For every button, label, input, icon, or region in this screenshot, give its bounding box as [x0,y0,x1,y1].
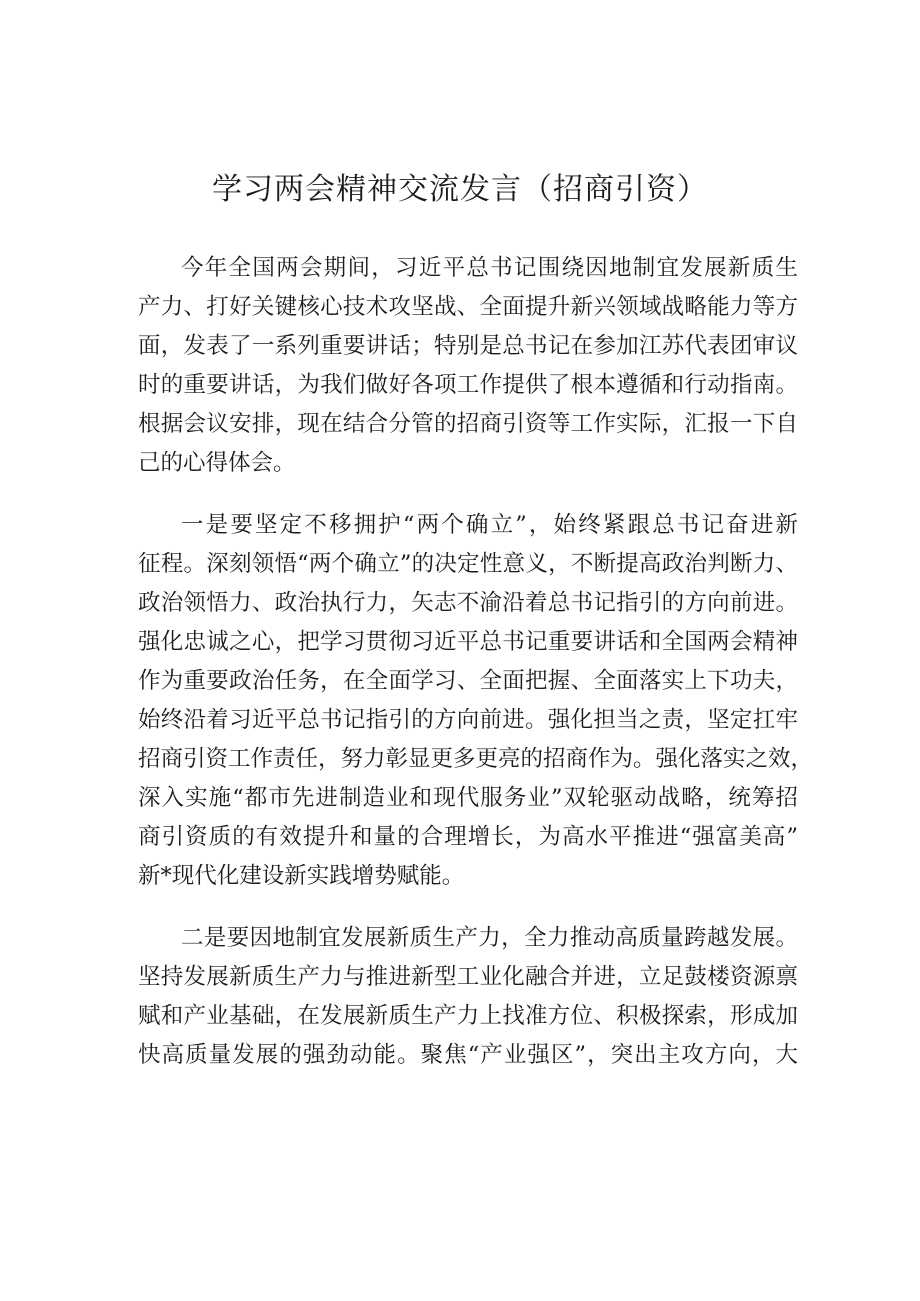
paragraph-2-line-1: 一是要坚定不移拥护“两个确立”，始终紧跟总书记奋进新 [181,512,798,538]
paragraph-1-line-4: 时的重要讲话，为我们做好各项工作提供了根本遵循和行动指南。 [138,372,798,398]
paragraph-2-line-3: 政治领悟力、政治执行力，矢志不渝沿着总书记指引的方向前进。 [138,590,798,616]
paragraph-2-line-8: 深入实施“都市先进制造业和现代服务业”双轮驱动战略，统筹招 [138,785,798,811]
document-title: 学习两会精神交流发言（招商引资） [212,172,708,207]
paragraph-2-line-4: 强化忠诚之心，把学习贯彻习近平总书记重要讲话和全国两会精神 [138,629,798,655]
paragraph-1-line-5: 根据会议安排，现在结合分管的招商引资等工作实际，汇报一下自 [138,411,798,437]
paragraph-2-line-9: 商引资质的有效提升和量的合理增长，为高水平推进“强富美高” [138,824,798,850]
paragraph-2-line-2: 征程。深刻领悟“两个确立”的决定性意义，不断提高政治判断力、 [138,551,798,577]
paragraph-2-line-7: 招商引资工作责任，努力彰显更多更亮的招商作为。强化落实之效， [138,746,814,772]
paragraph-2-line-6: 始终沿着习近平总书记指引的方向前进。强化担当之责，坚定扛牢 [138,707,798,733]
paragraph-1-line-3: 面，发表了一系列重要讲话；特别是总书记在参加江苏代表团审议 [138,333,798,359]
paragraph-3-line-2: 坚持发展新质生产力与推进新型工业化融合并进，立足鼓楼资源禀 [138,964,798,990]
paragraph-1-line-6: 己的心得体会。 [138,450,296,476]
paragraph-3-line-3: 赋和产业基础，在发展新质生产力上找准方位、积极探索，形成加 [138,1003,798,1029]
paragraph-3-line-1: 二是要因地制宜发展新质生产力，全力推动高质量跨越发展。 [181,925,798,951]
paragraph-2-line-10: 新*现代化建设新实践增势赋能。 [138,863,465,889]
paragraph-2-line-5: 作为重要政治任务，在全面学习、全面把握、全面落实上下功夫， [138,668,798,694]
paragraph-1-line-2: 产力、打好关键核心技术攻坚战、全面提升新兴领域战略能力等方 [138,294,798,320]
paragraph-1-line-1: 今年全国两会期间，习近平总书记围绕因地制宜发展新质生 [181,255,798,281]
paragraph-3-line-4: 快高质量发展的强劲动能。聚焦“产业强区”，突出主攻方向，大 [138,1042,798,1068]
